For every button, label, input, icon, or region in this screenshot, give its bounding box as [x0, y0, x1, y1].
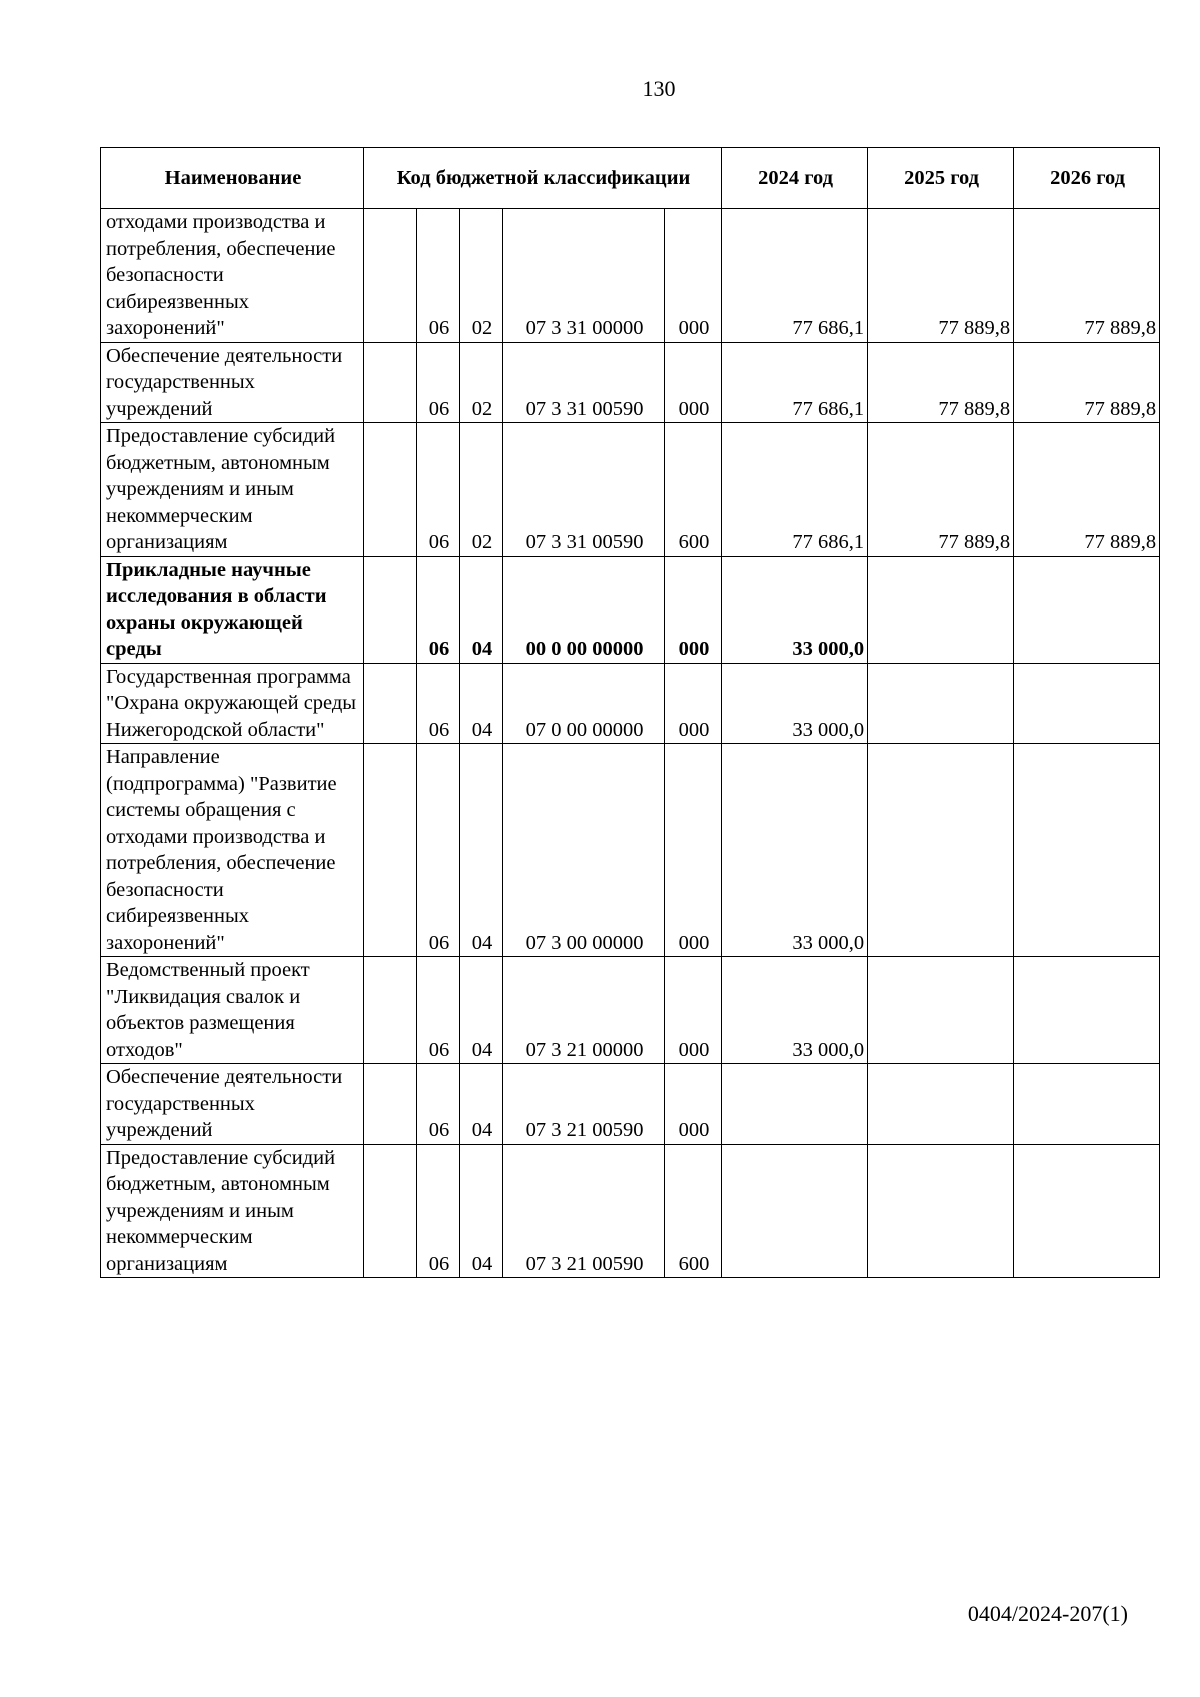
row-code-empty: [364, 663, 417, 744]
row-value-2025: 77 889,8: [868, 423, 1014, 557]
row-code-empty: [364, 209, 417, 343]
row-value-2024: [722, 1144, 868, 1278]
row-section: 06: [417, 957, 460, 1064]
row-section: 06: [417, 342, 460, 423]
header-2025: 2025 год: [868, 148, 1014, 209]
row-value-2025: 77 889,8: [868, 209, 1014, 343]
row-value-2024: 33 000,0: [722, 663, 868, 744]
row-value-2026: [1014, 957, 1160, 1064]
table-row: [101, 957, 1160, 1064]
row-name: Предоставление субсидий бюджетным, автономным учреждениям и иным некоммерческим организациям: [101, 1144, 364, 1278]
row-value-2024: 33 000,0: [722, 556, 868, 663]
row-value-2024: 33 000,0: [722, 744, 868, 957]
row-section: 06: [417, 556, 460, 663]
row-expense-type: 000: [665, 744, 722, 957]
row-value-2024: 33 000,0: [722, 957, 868, 1064]
row-section: 06: [417, 209, 460, 343]
row-target-article: 07 0 00 00000: [503, 663, 665, 744]
row-subsection: 04: [460, 1144, 503, 1278]
header-2026: 2026 год: [1014, 148, 1160, 209]
row-code-empty: [364, 1144, 417, 1278]
row-expense-type: 600: [665, 423, 722, 557]
row-expense-type: 000: [665, 663, 722, 744]
row-target-article: 07 3 21 00000: [503, 957, 665, 1064]
table-row: [101, 1144, 1160, 1278]
table-row: [101, 1064, 1160, 1145]
row-section: 06: [417, 744, 460, 957]
header-2024: 2024 год: [722, 148, 868, 209]
table-row: [101, 663, 1160, 744]
row-subsection: 04: [460, 957, 503, 1064]
row-value-2026: [1014, 663, 1160, 744]
budget-table: [100, 147, 1160, 1278]
row-name: Предоставление субсидий бюджетным, автономным учреждениям и иным некоммерческим организациям: [101, 423, 364, 557]
row-value-2025: [868, 744, 1014, 957]
row-subsection: 04: [460, 1064, 503, 1145]
table-row: [101, 423, 1160, 557]
row-expense-type: 000: [665, 342, 722, 423]
row-code-empty: [364, 1064, 417, 1145]
row-value-2025: [868, 957, 1014, 1064]
table-row: [101, 209, 1160, 343]
row-value-2026: [1014, 744, 1160, 957]
row-value-2026: 77 889,8: [1014, 342, 1160, 423]
row-target-article: 07 3 21 00590: [503, 1064, 665, 1145]
row-subsection: 02: [460, 342, 503, 423]
row-value-2024: 77 686,1: [722, 342, 868, 423]
row-value-2025: [868, 1144, 1014, 1278]
row-value-2026: [1014, 1064, 1160, 1145]
row-expense-type: 000: [665, 1064, 722, 1145]
table-row: [101, 342, 1160, 423]
row-code-empty: [364, 423, 417, 557]
row-value-2026: [1014, 556, 1160, 663]
document-code: 0404/2024-207(1): [967, 1601, 1128, 1626]
row-subsection: 04: [460, 556, 503, 663]
row-target-article: 07 3 00 00000: [503, 744, 665, 957]
row-section: 06: [417, 1064, 460, 1145]
table-row: [101, 744, 1160, 957]
table-header-row: [101, 148, 1160, 209]
page-number: 130: [642, 76, 676, 101]
row-section: 06: [417, 1144, 460, 1278]
header-name: Наименование: [101, 148, 364, 209]
row-name: отходами производства и потребления, обеспечение безопасности сибиреязвенных захоронений": [101, 209, 364, 343]
row-value-2024: 77 686,1: [722, 423, 868, 557]
row-value-2026: 77 889,8: [1014, 423, 1160, 557]
row-code-empty: [364, 556, 417, 663]
row-name: Обеспечение деятельности государственных учреждений: [101, 342, 364, 423]
row-target-article: 07 3 21 00590: [503, 1144, 665, 1278]
row-code-empty: [364, 744, 417, 957]
row-subsection: 04: [460, 744, 503, 957]
row-subsection: 02: [460, 423, 503, 557]
row-target-article: 00 0 00 00000: [503, 556, 665, 663]
row-value-2025: [868, 556, 1014, 663]
row-code-empty: [364, 957, 417, 1064]
table-row: [101, 556, 1160, 663]
header-code: Код бюджетной классификации: [364, 148, 722, 209]
row-name: Прикладные научные исследования в области охраны окружающей среды: [101, 556, 364, 663]
row-expense-type: 000: [665, 209, 722, 343]
row-target-article: 07 3 31 00590: [503, 342, 665, 423]
row-code-empty: [364, 342, 417, 423]
row-name: Обеспечение деятельности государственных учреждений: [101, 1064, 364, 1145]
row-value-2025: 77 889,8: [868, 342, 1014, 423]
row-value-2026: [1014, 1144, 1160, 1278]
row-expense-type: 600: [665, 1144, 722, 1278]
row-value-2025: [868, 1064, 1014, 1145]
row-value-2024: [722, 1064, 868, 1145]
row-name: Направление (подпрограмма) "Развитие системы обращения с отходами производства и потребления, обеспечение безопасности сибиреязвенных захоронений": [101, 744, 364, 957]
row-subsection: 04: [460, 663, 503, 744]
row-target-article: 07 3 31 00590: [503, 423, 665, 557]
row-section: 06: [417, 663, 460, 744]
row-value-2026: 77 889,8: [1014, 209, 1160, 343]
row-subsection: 02: [460, 209, 503, 343]
row-name: Ведомственный проект "Ликвидация свалок и объектов размещения отходов": [101, 957, 364, 1064]
row-name: Государственная программа "Охрана окружающей среды Нижегородской области": [101, 663, 364, 744]
row-expense-type: 000: [665, 556, 722, 663]
row-value-2024: 77 686,1: [722, 209, 868, 343]
row-section: 06: [417, 423, 460, 557]
row-target-article: 07 3 31 00000: [503, 209, 665, 343]
row-value-2025: [868, 663, 1014, 744]
row-expense-type: 000: [665, 957, 722, 1064]
